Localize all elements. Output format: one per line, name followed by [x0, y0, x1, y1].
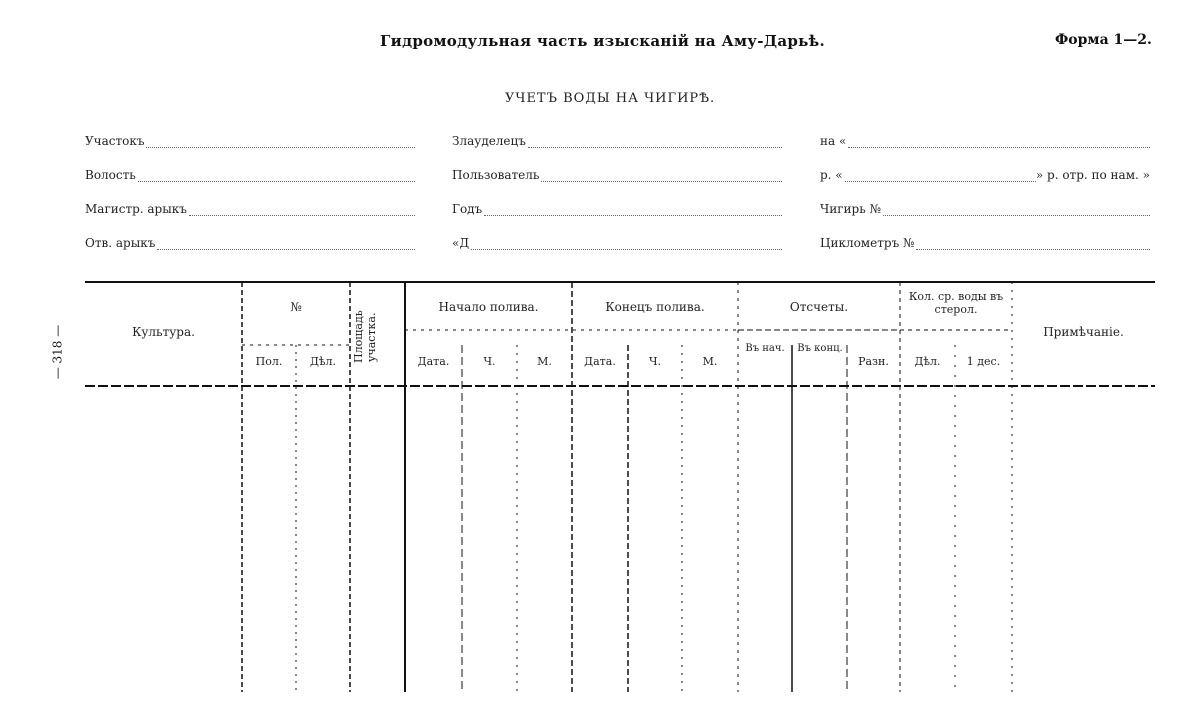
header-number-group: № — [290, 300, 302, 314]
header-end-group: Конецъ полива. — [605, 300, 705, 314]
field-year: Годъ — [452, 202, 782, 216]
field-cyclometer-number: Циклометръ № — [820, 236, 1150, 250]
field-river: р. « » р. отр. по нам. » — [820, 168, 1150, 182]
field-volost: Волость — [85, 168, 415, 182]
header-end-minute: М. — [702, 355, 718, 368]
document-subtitle: УЧЕТЪ ВОДЫ НА ЧИГИРѢ. — [505, 91, 716, 106]
header-reading-diff: Разн. — [858, 355, 889, 368]
field-misc: «Д — [452, 236, 782, 250]
field-user: Пользователь — [452, 168, 782, 182]
field-owner: Злауделецъ — [452, 134, 782, 148]
header-readings-group: Отсчеты. — [789, 300, 849, 314]
header-number-field: Пол. — [255, 355, 283, 368]
header-plot-area: Площадь участка. — [352, 310, 378, 364]
header-notes: Примѣчаніе. — [1043, 325, 1124, 339]
header-end-hour: Ч. — [649, 355, 661, 368]
field-main-canal: Магистр. арыкъ — [85, 202, 415, 216]
field-branch-canal: Отв. арыкъ — [85, 236, 415, 250]
header-water-division: Дѣл. — [914, 355, 941, 368]
header-number-division: Дѣл. — [309, 355, 337, 368]
header-start-group: Начало полива. — [438, 300, 539, 314]
header-reading-start: Въ нач. — [745, 343, 785, 354]
header-reading-end: Въ конц. — [797, 343, 843, 354]
header-water-per-desyatina: 1 дес. — [966, 355, 1001, 368]
header-start-hour: Ч. — [483, 355, 496, 368]
header-water-group: Кол. ср. воды въ стерол. — [908, 290, 1004, 316]
field-chigir-number: Чигирь № — [820, 202, 1150, 216]
header-end-date: Дата. — [584, 355, 616, 368]
document-title: Гидромодульная часть изысканій на Аму-Дарьѣ. — [380, 32, 826, 50]
field-on: на « — [820, 134, 1150, 148]
header-start-date: Дата. — [417, 355, 450, 368]
field-plot: Участокъ — [85, 134, 415, 148]
header-start-minute: М. — [537, 355, 552, 368]
page-number: — 318 — — [50, 324, 65, 380]
form-number: Форма 1—2. — [1055, 32, 1152, 48]
header-culture: Культура. — [132, 325, 195, 339]
